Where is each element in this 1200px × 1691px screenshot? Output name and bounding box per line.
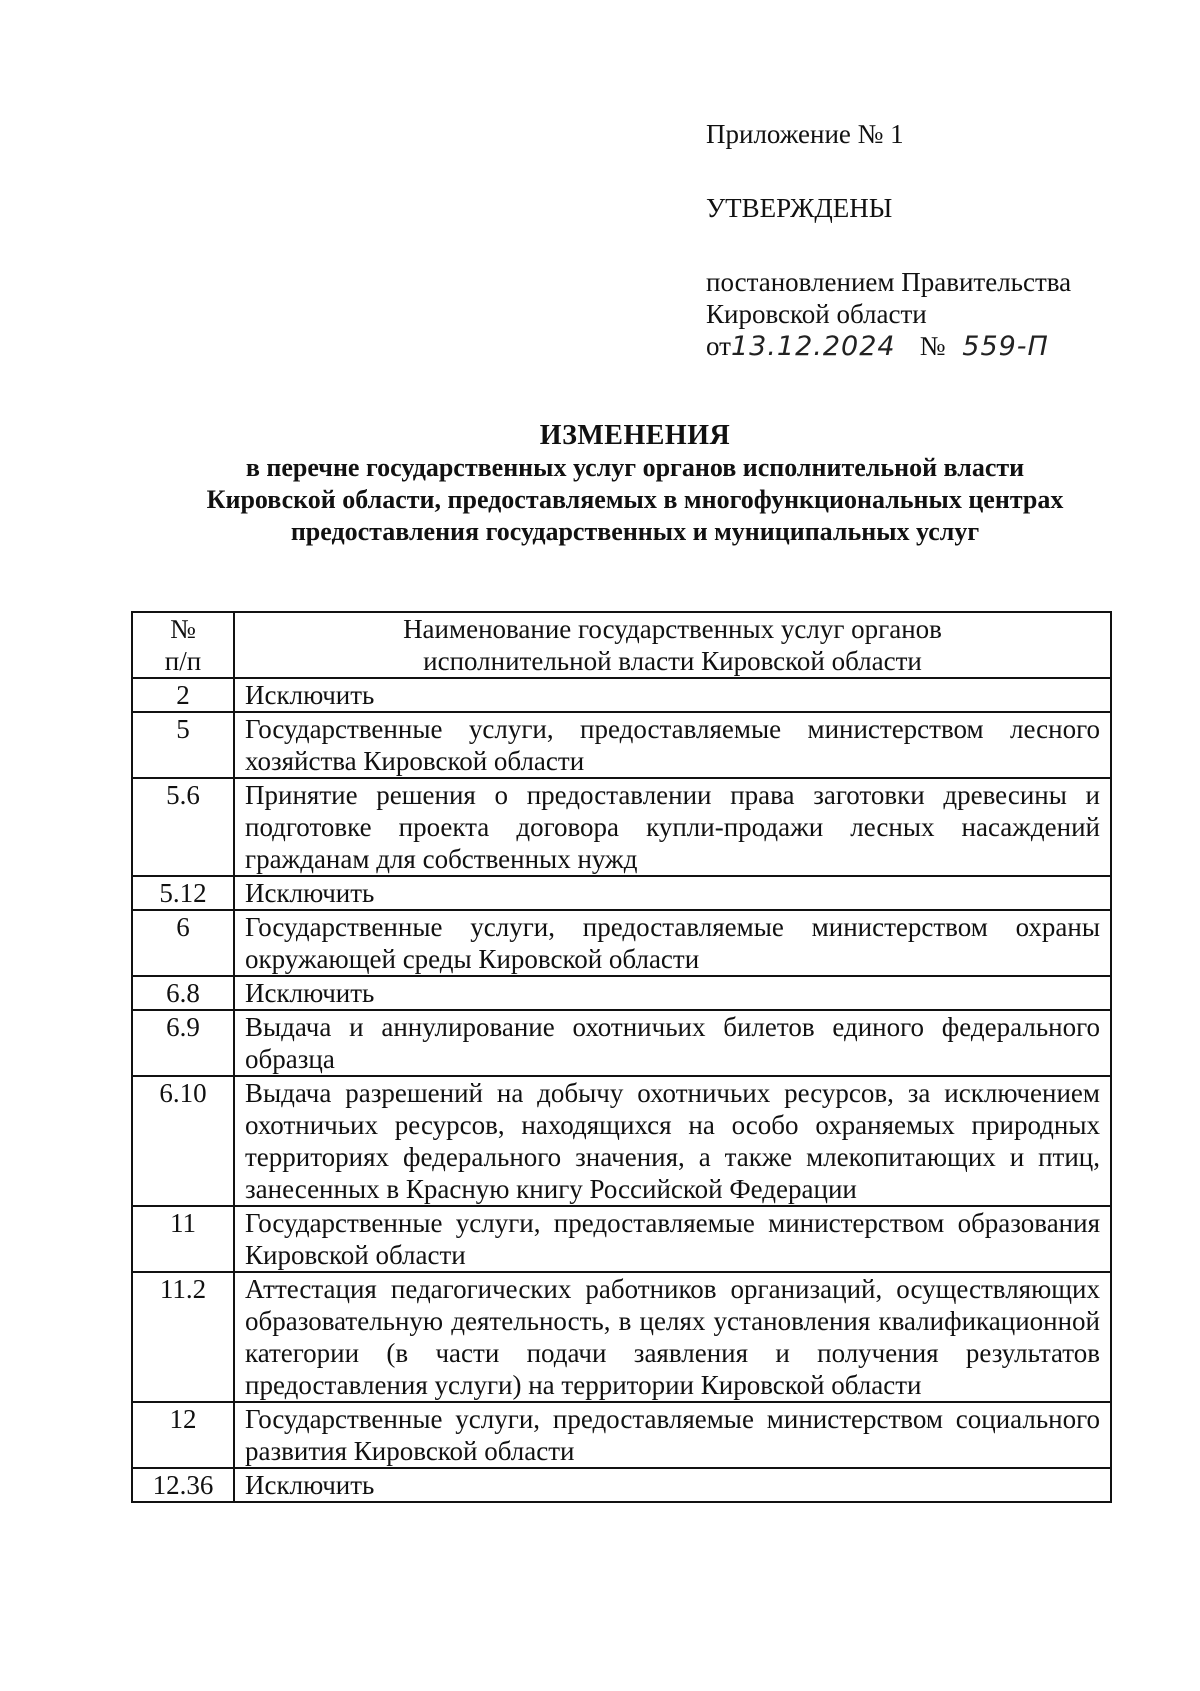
table-row — [132, 778, 1111, 876]
row-number: 11.2 — [132, 1272, 234, 1402]
heading-line-3: предоставления государственных и муниципальных услуг — [290, 517, 980, 546]
table-row — [132, 910, 1111, 976]
table-row — [132, 1402, 1111, 1468]
header-number-line-1: № — [170, 614, 196, 644]
row-text: Исключить — [234, 1468, 1111, 1502]
heading-line-2: Кировской области, предоставляемых в многофункциональных центрах — [206, 485, 1064, 514]
row-number: 6.9 — [132, 1010, 234, 1076]
row-text: Исключить — [234, 976, 1111, 1010]
row-text: Государственные услуги, предоставляемые министерством лесного хозяйства Кировской области — [234, 712, 1111, 778]
handwritten-date: 13.12.2024 — [730, 331, 896, 362]
header-name-line-2: исполнительной власти Кировской области — [423, 646, 922, 676]
decree-line-2: Кировской области — [706, 299, 927, 329]
row-text: Выдача разрешений на добычу охотничьих ресурсов, за исключением охотничьих ресурсов, находящихся на особо охраняемых природных территориях федерального значения, а также млекопитающих и птиц, занесенных в Красную книгу Российской Федерации — [234, 1076, 1111, 1206]
row-number: 12.36 — [132, 1468, 234, 1502]
row-text: Исключить — [234, 678, 1111, 712]
header-service-name — [234, 612, 1111, 678]
table-row — [132, 876, 1111, 910]
table-row — [132, 1468, 1111, 1502]
approval-block — [706, 118, 1126, 363]
table-row — [132, 976, 1111, 1010]
header-number — [132, 612, 234, 678]
row-number: 2 — [132, 678, 234, 712]
heading-line-1: в перечне государственных услуг органов исполнительной власти — [245, 453, 1025, 482]
table-row — [132, 712, 1111, 778]
row-number: 11 — [132, 1206, 234, 1272]
table-row — [132, 1272, 1111, 1402]
row-text: Государственные услуги, предоставляемые министерством образования Кировской области — [234, 1206, 1111, 1272]
header-name-line-1: Наименование государственных услуг органов — [403, 614, 942, 644]
row-number: 12 — [132, 1402, 234, 1468]
row-number: 5.12 — [132, 876, 234, 910]
row-number: 6 — [132, 910, 234, 976]
table-row — [132, 1206, 1111, 1272]
annex-label: Приложение № 1 — [706, 119, 904, 149]
table-header-row — [132, 612, 1111, 678]
handwritten-number: 559-П — [962, 331, 1049, 362]
table-row — [132, 678, 1111, 712]
changes-table — [131, 611, 1112, 1503]
row-text: Государственные услуги, предоставляемые министерством социального развития Кировской области — [234, 1402, 1111, 1468]
number-label: № — [919, 331, 946, 361]
table-row — [132, 1076, 1111, 1206]
row-text: Аттестация педагогических работников организаций, осуществляющих образовательную деятельность, в целях установления квалификационной категории (в части подачи заявления и получения результатов предоставления услуги) на территории Кировской области — [234, 1272, 1111, 1402]
row-text: Государственные услуги, предоставляемые министерством охраны окружающей среды Кировской области — [234, 910, 1111, 976]
decree-date-number-line — [706, 330, 1126, 363]
date-prefix: от — [706, 331, 731, 361]
row-number: 5.6 — [132, 778, 234, 876]
row-number: 5 — [132, 712, 234, 778]
document-title: ИЗМЕНЕНИЯ — [539, 420, 731, 451]
header-number-line-2: п/п — [164, 646, 202, 676]
row-text: Исключить — [234, 876, 1111, 910]
row-number: 6.8 — [132, 976, 234, 1010]
decree-line-1: постановлением Правительства — [706, 267, 1072, 297]
row-number: 6.10 — [132, 1076, 234, 1206]
approved-label: УТВЕРЖДЕНЫ — [706, 193, 893, 223]
document-heading — [120, 420, 1150, 548]
table-row — [132, 1010, 1111, 1076]
row-text: Принятие решения о предоставлении права заготовки древесины и подготовке проекта договора купли-продажи лесных насаждений гражданам для собственных нужд — [234, 778, 1111, 876]
row-text: Выдача и аннулирование охотничьих билетов единого федерального образца — [234, 1010, 1111, 1076]
